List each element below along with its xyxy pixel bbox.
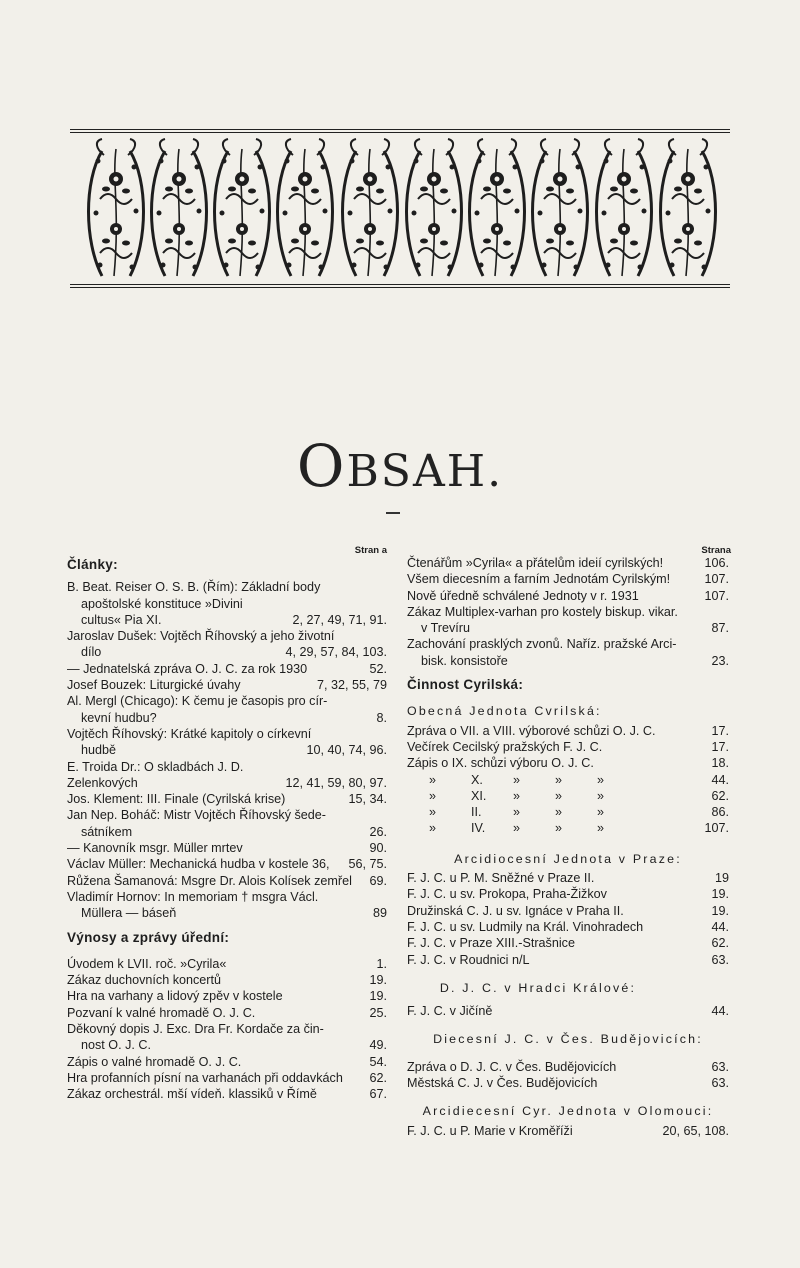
right-entry-text: Všem diecesním a farním Jednotám Cyrilským! [407, 572, 671, 587]
strana-header: Stran a [354, 545, 387, 556]
vynosy-entry-pages: 1. [376, 956, 387, 971]
clanky-entry [67, 661, 387, 677]
clanky-entry-line [67, 905, 387, 921]
right-entry-line [407, 555, 729, 571]
right-entry [407, 588, 729, 604]
clanky-entry-line [67, 677, 387, 693]
vynosy-entry [67, 956, 387, 972]
right-entry-line [407, 653, 729, 669]
ditto-mark: » [597, 788, 605, 803]
clanky-entry-pages: 52. [369, 661, 387, 676]
right-entry-pages: 107. [704, 588, 729, 603]
clanky-entry-line [67, 791, 387, 807]
vynosy-entry [67, 1021, 387, 1054]
right-top-list [407, 555, 729, 669]
obecna-repeat-text [407, 788, 703, 804]
ditto-mark: » [555, 805, 563, 820]
praha-entry-text: F. J. C. v Roudnici n/L [407, 952, 530, 967]
obecna-repeat-row [407, 820, 729, 836]
repeat-number: IV. [471, 821, 486, 836]
vynosy-entry [67, 1086, 387, 1102]
vynosy-entry-line [67, 972, 387, 988]
vynosy-entry-line [67, 988, 387, 1004]
right-entry [407, 571, 729, 587]
left-column [67, 543, 387, 1103]
right-entry-text: bisk. konsistoře [421, 653, 508, 668]
heading-budejovice: Diecesní J. C. v Čes. Budějovicích: [433, 1032, 703, 1047]
right-entry-pages: 106. [704, 556, 729, 570]
praha-entry-pages: 44. [711, 919, 729, 934]
vynosy-entry-line [67, 1070, 387, 1086]
ditto-mark: » [513, 821, 521, 836]
praha-entry [407, 870, 729, 886]
vynosy-entry-text: Zápis o valné hromadě O. J. C. [67, 1054, 242, 1069]
clanky-entry-text: apoštolské konstituce »Divini cultus« Pia XI. [81, 596, 243, 627]
right-entry-line [407, 588, 729, 604]
heading-hradec: D. J. C. v Hradci Králové: [439, 980, 637, 995]
ditto-mark: » [429, 821, 437, 836]
repeat-number: II. [471, 805, 482, 820]
obecna-list [407, 723, 729, 772]
clanky-entry [67, 791, 387, 807]
vynosy-entry-pages: 49. [369, 1038, 387, 1053]
obecna-entry-text: Večírek Cecilský pražských F. J. C. [407, 739, 603, 754]
olomouc-entry-pages: 20, 65, 108. [662, 1123, 729, 1138]
olomouc-entry [407, 1123, 729, 1139]
clanky-entry-text: E. Troida Dr.: O skladbách J. D. Zelenkových [67, 759, 244, 790]
clanky-entry [67, 840, 387, 856]
title-dash [386, 512, 400, 514]
floral-ornament-band [70, 133, 730, 283]
right-entry-pages: 87. [711, 621, 729, 636]
obecna-entry-pages: 17. [711, 739, 729, 754]
clanky-entry-pages: 69. [369, 873, 387, 888]
clanky-entry-line [67, 840, 387, 856]
ditto-mark: » [555, 788, 563, 803]
praha-entry-text: F. J. C. u sv. Prokopa, Praha-Žižkov [407, 887, 607, 902]
obecna-repeat-text [407, 804, 703, 820]
clanky-entry-text: hudbě [81, 743, 117, 758]
hradec-entry [407, 1003, 729, 1019]
clanky-entry-pages: 15, 34. [348, 792, 387, 807]
clanky-entry-line [67, 824, 387, 840]
bottom-rule-thin [70, 287, 730, 288]
right-entry-pages: 107. [704, 572, 729, 587]
obecna-entry-text: Zpráva o VII. a VIII. výborové schůzi O. J. C. [407, 723, 656, 738]
vynosy-entry-text: Zákaz duchovních koncertů [67, 973, 222, 988]
clanky-entry-line: Vladimír Hornov: In memoriam † msgra Václ. [67, 889, 319, 904]
vynosy-entry-pages: 67. [369, 1087, 387, 1102]
budejovice-entry-text: Městská C. J. v Čes. Budějovicích [407, 1076, 598, 1091]
vynosy-entry-text: Pozvaní k valné hromadě O. J. C. [67, 1005, 256, 1020]
title-initial: O [296, 432, 347, 500]
clanky-entry-line: Jaroslav Dušek: Vojtěch Říhovský a jeho životní [67, 629, 335, 644]
clanky-entry-line [67, 759, 387, 792]
clanky-entry [67, 693, 387, 726]
clanky-entry [67, 726, 387, 759]
budejovice-entry-text: Zpráva o D. J. C. v Čes. Budějovicích [407, 1059, 617, 1074]
clanky-entry [67, 856, 387, 872]
obecna-repeat-text [407, 820, 696, 836]
clanky-entry-line: Jan Nep. Boháč: Mistr Vojtěch Říhovský šede- [67, 808, 326, 823]
ditto-mark: » [597, 805, 605, 820]
budejovice-entry [407, 1059, 729, 1075]
right-entry-line: Zákaz Multiplex-varhan pro kostely biskup. vikar. [407, 604, 678, 619]
clanky-entry-text: — Kanovník msgr. Müller mrtev [67, 841, 243, 856]
clanky-entry-pages: 10, 40, 74, 96. [306, 743, 387, 758]
vynosy-entry-line [67, 1086, 387, 1102]
heading-obecna: Obecná Jednota Cvrilská: [407, 704, 602, 719]
vynosy-entry-pages: 19. [369, 973, 387, 988]
clanky-entry-text: Jos. Klement: III. Finale (Cyrilská krise) [67, 792, 286, 807]
clanky-entry-text: dílo [81, 645, 102, 660]
clanky-entry-text: Růžena Šamanová: Msgre Dr. Alois Kolísek zemřel [67, 873, 352, 888]
obecna-repeats [407, 772, 729, 837]
vynosy-entry-line [67, 956, 387, 972]
vynosy-entry-line [67, 1037, 387, 1053]
vynosy-entry-text: Hra na varhany a lidový zpěv v kostele [67, 989, 283, 1004]
clanky-entry [67, 579, 387, 628]
clanky-entry-text: — Jednatelská zpráva O. J. C. za rok 1930 [67, 661, 308, 676]
praha-entry-pages: 19. [711, 903, 729, 918]
hradec-entry-pages: 44. [711, 1004, 729, 1019]
praha-entry-text: Družinská C. J. u sv. Ignáce v Praha II. [407, 903, 624, 918]
right-entry-pages: 23. [711, 653, 729, 668]
clanky-entry-pages: 8. [376, 710, 387, 725]
right-entry-text: Nově úředně schválené Jednoty v r. 1931 [407, 588, 639, 603]
clanky-entry-pages: 56, 75. [348, 857, 387, 872]
vynosy-entry-pages: 25. [369, 1005, 387, 1020]
ditto-mark: » [429, 788, 437, 803]
vynosy-entry-text: Hra profanních písní na varhanách při oddavkách [67, 1070, 343, 1085]
clanky-entry [67, 889, 387, 922]
vynosy-entry-pages: 19. [369, 989, 387, 1004]
vynosy-entry-line [67, 1005, 387, 1021]
vynosy-entry-line [67, 1054, 387, 1070]
clanky-entry-line: Al. Mergl (Chicago): K čemu je časopis pro cír- [67, 694, 328, 709]
top-rule [70, 129, 730, 130]
clanky-entry-line [67, 742, 387, 758]
right-entry [407, 555, 729, 571]
section-clanky: Články: [67, 557, 118, 572]
vynosy-entry-pages: 62. [369, 1070, 387, 1085]
clanky-entry-pages: 7, 32, 55, 79 [316, 678, 387, 693]
right-entry [407, 604, 729, 637]
obecna-entry-text: Zápis o IX. schůzi výboru O. J. C. [407, 756, 594, 771]
praha-entry-text: F. J. C. u P. M. Sněžné v Praze II. [407, 871, 595, 886]
right-entry [407, 636, 729, 669]
clanky-entry-line [67, 710, 387, 726]
clanky-entry [67, 628, 387, 661]
hradec-list [407, 1003, 729, 1019]
ditto-mark: » [513, 805, 521, 820]
clanky-entry [67, 759, 387, 792]
obecna-repeat-pages: 62. [711, 788, 729, 803]
clanky-entry-pages: 90. [369, 841, 387, 856]
praha-entry-pages: 62. [711, 936, 729, 951]
right-entry-text: Čtenářům »Cyrila« a přátelům ideií cyrilských! [407, 556, 664, 570]
praha-entry [407, 935, 729, 951]
section-cinnost: Činnost Cyrilská: [407, 677, 524, 693]
repeat-number: XI. [471, 788, 487, 803]
olomouc-entry-text: F. J. C. u P. Marie v Kroměříži [407, 1123, 573, 1138]
heading-praha: Arcidiocesní Jednota v Praze: [454, 851, 682, 866]
clanky-entry-pages: 26. [369, 824, 387, 839]
praha-entry-pages: 63. [711, 952, 729, 967]
obecna-entry [407, 723, 729, 739]
obecna-repeat-row [407, 772, 729, 788]
ditto-mark: » [513, 772, 521, 787]
clanky-entry-pages: 2, 27, 49, 71, 91. [292, 612, 387, 627]
clanky-entry-pages: 89 [372, 906, 387, 921]
vynosy-entry-text: nost O. J. C. [81, 1038, 151, 1053]
budejovice-list [407, 1059, 729, 1092]
obecna-entry-pages: 17. [711, 723, 729, 738]
clanky-entry-line [67, 873, 387, 889]
praha-entry [407, 952, 729, 968]
obecna-repeat-text [407, 772, 703, 788]
vynosy-entry [67, 1054, 387, 1070]
vynosy-entry [67, 1005, 387, 1021]
strana-header-right: Strana [701, 545, 731, 556]
clanky-entry-text: Josef Bouzek: Liturgické úvahy [67, 678, 241, 693]
budejovice-entry [407, 1075, 729, 1091]
praha-entry [407, 919, 729, 935]
praha-entry-text: F. J. C. u sv. Ludmily na Král. Vinohradech [407, 919, 644, 934]
hradec-entry-text: F. J. C. v Jičíně [407, 1004, 493, 1019]
clanky-entry-line: Vojtěch Říhovský: Krátké kapitoly o církevní [67, 726, 312, 741]
clanky-entry-pages: 12, 41, 59, 80, 97. [285, 775, 387, 790]
praha-list [407, 870, 729, 968]
ditto-mark: » [555, 772, 563, 787]
ditto-mark: » [429, 772, 437, 787]
clanky-list [67, 579, 387, 921]
right-entry-line [407, 620, 729, 636]
budejovice-entry-pages: 63. [711, 1076, 729, 1091]
obecna-entry [407, 755, 729, 771]
right-column [407, 543, 729, 1139]
title-rest: BSAH. [346, 446, 504, 497]
vynosy-entry [67, 972, 387, 988]
vynosy-entry-pages: 54. [369, 1054, 387, 1069]
ditto-mark: » [513, 788, 521, 803]
praha-entry-pages: 19. [711, 887, 729, 902]
praha-entry-text: F. J. C. v Praze XIII.-Strašnice [407, 936, 575, 951]
vynosy-entry [67, 988, 387, 1004]
clanky-entry [67, 807, 387, 840]
obecna-entry-pages: 18. [711, 756, 729, 771]
vynosy-entry-text: Úvodem k LVII. roč. »Cyrila« [67, 956, 227, 971]
obecna-repeat-row [407, 804, 729, 820]
vynosy-entry-line: Děkovný dopis J. Exc. Dra Fr. Kordače za čin- [67, 1022, 324, 1037]
vynosy-entry-text: Zákaz orchestrál. mší vídeň. klassiků v Římě [67, 1087, 317, 1102]
clanky-entry-text: sátníkem [81, 824, 133, 839]
repeat-number: X. [471, 772, 483, 787]
clanky-entry-line: B. Beat. Reiser O. S. B. (Řím): Základní body [67, 580, 321, 595]
ditto-mark: » [597, 821, 605, 836]
obecna-repeat-pages: 107. [704, 821, 729, 836]
obecna-entry [407, 739, 729, 755]
clanky-entry-pages: 4, 29, 57, 84, 103. [285, 645, 387, 660]
obecna-repeat-pages: 86. [711, 805, 729, 820]
clanky-entry-text: kevní hudbu? [81, 710, 157, 725]
clanky-entry-text: Müllera — báseň [81, 906, 177, 921]
clanky-entry-text: Václav Müller: Mechanická hudba v kostele 36, [67, 857, 330, 872]
olomouc-list [407, 1123, 729, 1139]
praha-entry-pages: 19 [714, 871, 729, 886]
right-entry-line [407, 571, 729, 587]
ditto-mark: » [597, 772, 605, 787]
praha-entry [407, 886, 729, 902]
budejovice-entry-pages: 63. [711, 1059, 729, 1074]
clanky-entry [67, 873, 387, 889]
ditto-mark: » [429, 805, 437, 820]
praha-entry [407, 903, 729, 919]
right-entry-line: Zachování prasklých zvonů. Naříz. pražské Arci- [407, 637, 677, 652]
section-vynosy: Výnosy a zprávy úřední: [67, 929, 230, 945]
bottom-rule [70, 284, 730, 285]
clanky-entry-line [67, 661, 387, 677]
clanky-entry [67, 677, 387, 693]
obecna-repeat-pages: 44. [711, 772, 729, 787]
page-title [0, 432, 800, 500]
obecna-repeat-row [407, 788, 729, 804]
heading-olomouc: Arcidiecesní Cyr. Jednota v Olomouci: [422, 1104, 714, 1119]
clanky-entry-line [67, 596, 387, 629]
vynosy-entry [67, 1070, 387, 1086]
ditto-mark: » [555, 821, 563, 836]
right-entry-text: v Trevíru [421, 621, 470, 636]
clanky-entry-line [67, 644, 387, 660]
vynosy-list [67, 956, 387, 1103]
clanky-entry-line [67, 856, 387, 872]
